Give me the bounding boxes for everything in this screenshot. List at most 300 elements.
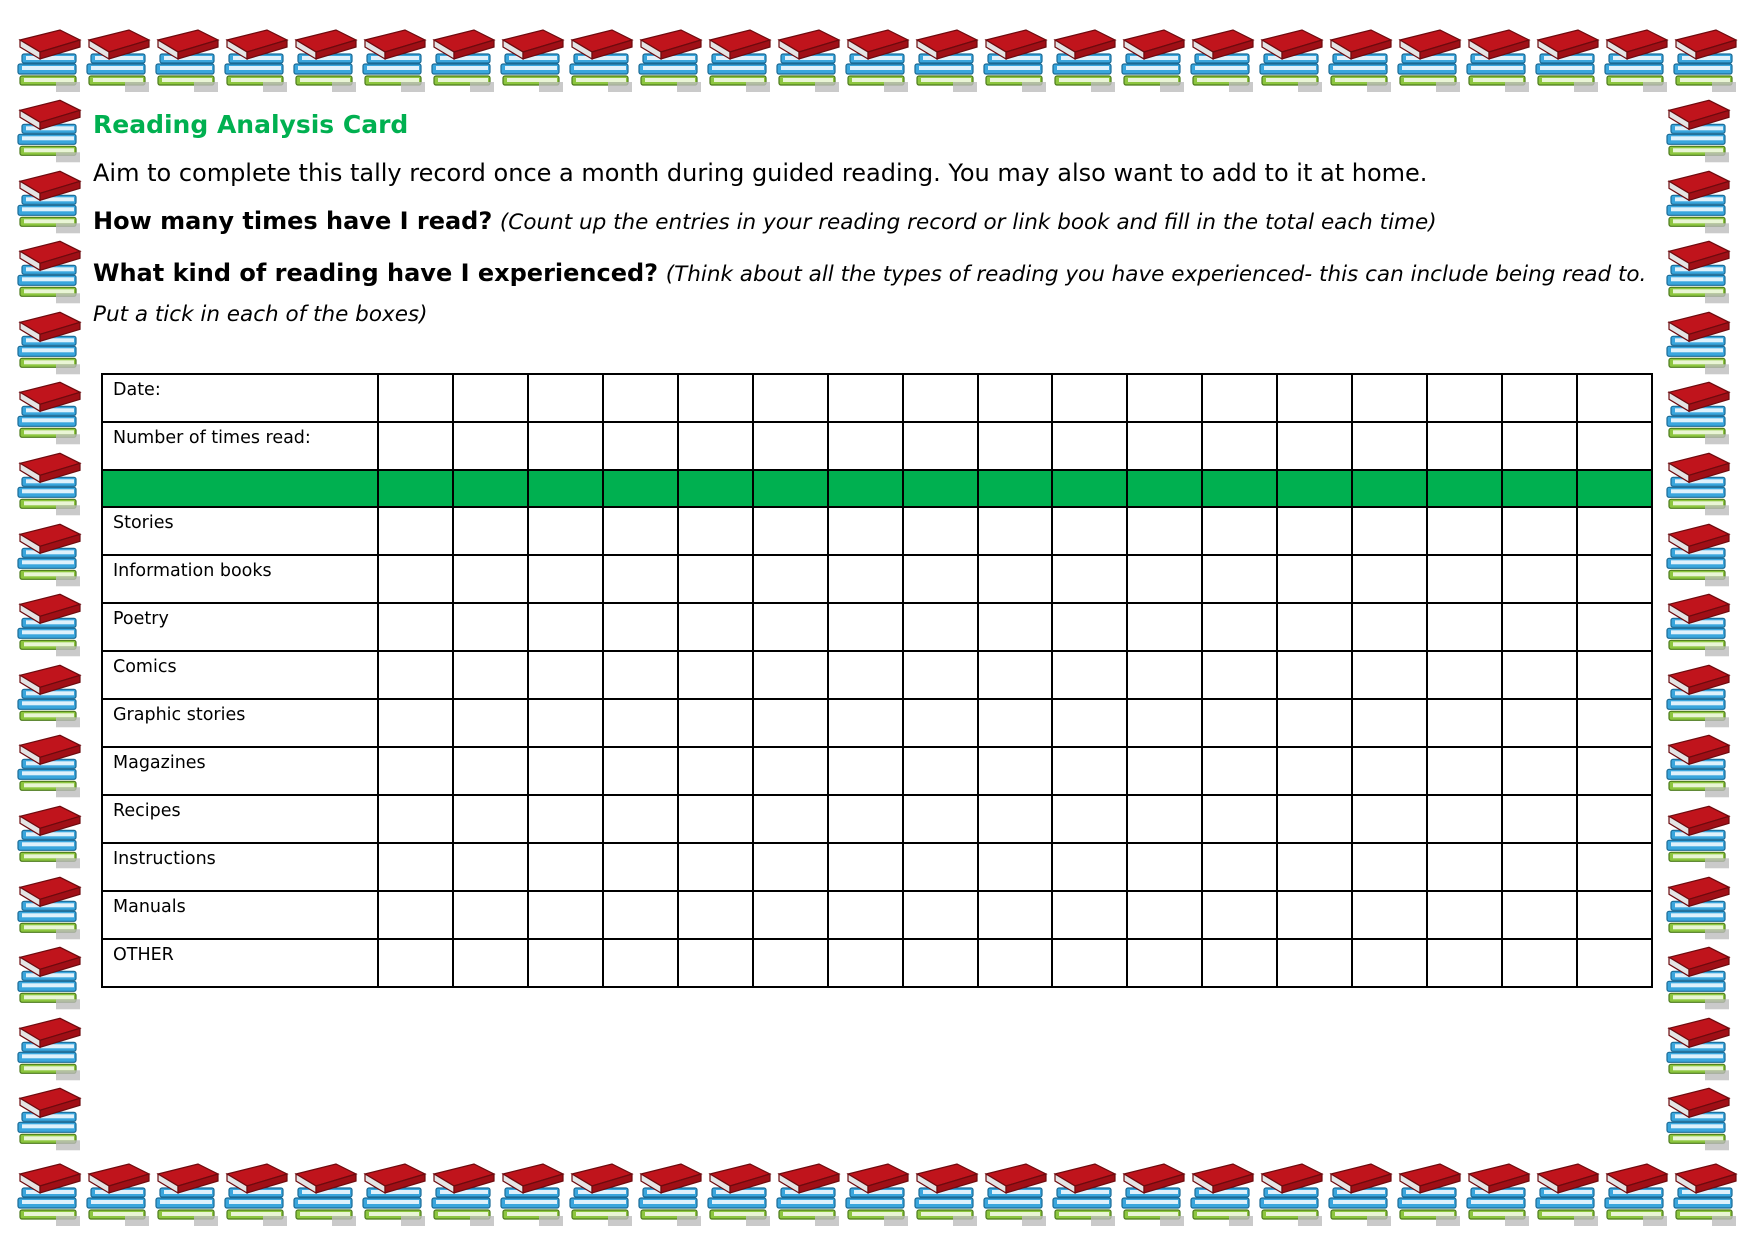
entry-cell[interactable]: [1502, 422, 1577, 470]
table-row: [102, 651, 1652, 699]
book-stack-icon: [16, 661, 85, 732]
book-stack-icon: [1665, 943, 1734, 1014]
entry-cell[interactable]: [1127, 374, 1202, 422]
entry-cell[interactable]: [1127, 603, 1202, 651]
row-label: Instructions: [102, 843, 378, 891]
book-stack-icon: [1665, 1084, 1734, 1155]
entry-cell[interactable]: [903, 507, 978, 555]
entry-cell[interactable]: [1202, 891, 1277, 939]
entry-cell[interactable]: [1277, 422, 1352, 470]
entry-cell[interactable]: [828, 507, 903, 555]
book-stack-icon: [361, 26, 430, 96]
entry-cell[interactable]: [1127, 747, 1202, 795]
entry-cell[interactable]: [1577, 422, 1652, 470]
entry-cell[interactable]: [528, 603, 603, 651]
row-label: Manuals: [102, 891, 378, 939]
book-stack-icon: [16, 943, 85, 1014]
book-stack-icon: [913, 1160, 982, 1230]
entry-cell[interactable]: [1202, 422, 1277, 470]
book-stack-icon: [844, 26, 913, 96]
entry-cell[interactable]: [978, 374, 1053, 422]
entry-cell[interactable]: [753, 374, 828, 422]
entry-cell[interactable]: [378, 699, 453, 747]
entry-cell[interactable]: [1052, 747, 1127, 795]
book-stack-icon: [913, 26, 982, 96]
entry-cell[interactable]: [1577, 555, 1652, 603]
entry-cell[interactable]: [1352, 603, 1427, 651]
entry-cell[interactable]: [1202, 603, 1277, 651]
entry-cell[interactable]: [828, 603, 903, 651]
row-label: Magazines: [102, 747, 378, 795]
entry-cell[interactable]: [978, 699, 1053, 747]
entry-cell[interactable]: [378, 939, 453, 987]
entry-cell[interactable]: [1352, 891, 1427, 939]
entry-cell[interactable]: [1577, 843, 1652, 891]
book-stack-icon: [1189, 26, 1258, 96]
book-stack-icon: [16, 1014, 85, 1085]
entry-cell[interactable]: [453, 843, 528, 891]
book-stack-icon: [499, 1160, 568, 1230]
entry-cell[interactable]: [1577, 603, 1652, 651]
entry-cell[interactable]: [378, 747, 453, 795]
divider-cell: [978, 470, 1053, 507]
entry-cell[interactable]: [528, 939, 603, 987]
entry-cell[interactable]: [828, 747, 903, 795]
entry-cell[interactable]: [1352, 374, 1427, 422]
entry-cell[interactable]: [1127, 555, 1202, 603]
table-row: [102, 843, 1652, 891]
entry-cell[interactable]: [1127, 422, 1202, 470]
table-row: [102, 470, 1652, 507]
entry-cell[interactable]: [528, 699, 603, 747]
entry-cell[interactable]: [603, 843, 678, 891]
intro-text: Aim to complete this tally record once a month during guided reading. You may also want to add to it at home.: [93, 159, 1428, 187]
book-stack-icon: [1120, 26, 1189, 96]
book-stack-icon: [430, 1160, 499, 1230]
entry-cell[interactable]: [1202, 699, 1277, 747]
book-stack-icon: [16, 167, 85, 238]
top-border: [16, 26, 1741, 96]
entry-cell[interactable]: [678, 422, 753, 470]
book-stack-icon: [1672, 26, 1741, 96]
entry-cell[interactable]: [978, 939, 1053, 987]
entry-cell[interactable]: [1127, 651, 1202, 699]
entry-cell[interactable]: [1052, 939, 1127, 987]
divider-cell: [453, 470, 528, 507]
entry-cell[interactable]: [603, 891, 678, 939]
entry-cell[interactable]: [978, 891, 1053, 939]
entry-cell[interactable]: [528, 374, 603, 422]
entry-cell[interactable]: [828, 422, 903, 470]
entry-cell[interactable]: [378, 422, 453, 470]
entry-cell[interactable]: [1577, 651, 1652, 699]
tally-table: [101, 373, 1653, 988]
book-stack-icon: [16, 1160, 85, 1230]
entry-cell[interactable]: [1277, 651, 1352, 699]
entry-cell[interactable]: [1352, 939, 1427, 987]
entry-cell[interactable]: [603, 603, 678, 651]
entry-cell[interactable]: [453, 795, 528, 843]
entry-cell[interactable]: [378, 603, 453, 651]
entry-cell[interactable]: [528, 795, 603, 843]
entry-cell[interactable]: [828, 843, 903, 891]
book-stack-icon: [1665, 1014, 1734, 1085]
bottom-border: [16, 1160, 1741, 1230]
entry-cell[interactable]: [1202, 747, 1277, 795]
question-reading-kind-hint: (Think about all the types of reading you have experienced- this can include being read to. Put a tick in each of the boxes): [93, 262, 1647, 327]
row-label: Stories: [102, 507, 378, 555]
entry-cell[interactable]: [1427, 843, 1502, 891]
book-stack-icon: [1665, 167, 1734, 238]
entry-cell[interactable]: [528, 507, 603, 555]
entry-cell[interactable]: [678, 795, 753, 843]
entry-cell[interactable]: [603, 939, 678, 987]
book-stack-icon: [775, 1160, 844, 1230]
row-label: Date:: [102, 374, 378, 422]
book-stack-icon: [844, 1160, 913, 1230]
entry-cell[interactable]: [1202, 374, 1277, 422]
entry-cell[interactable]: [1427, 374, 1502, 422]
entry-cell[interactable]: [378, 891, 453, 939]
book-stack-icon: [982, 1160, 1051, 1230]
entry-cell[interactable]: [978, 603, 1053, 651]
entry-cell[interactable]: [1277, 603, 1352, 651]
entry-cell[interactable]: [1352, 422, 1427, 470]
entry-cell[interactable]: [753, 699, 828, 747]
entry-cell[interactable]: [753, 422, 828, 470]
entry-cell[interactable]: [678, 555, 753, 603]
entry-cell[interactable]: [678, 891, 753, 939]
entry-cell[interactable]: [903, 374, 978, 422]
book-stack-icon: [16, 873, 85, 944]
entry-cell[interactable]: [528, 422, 603, 470]
entry-cell[interactable]: [1127, 939, 1202, 987]
entry-cell[interactable]: [1202, 795, 1277, 843]
entry-cell[interactable]: [603, 651, 678, 699]
divider-cell: [828, 470, 903, 507]
entry-cell[interactable]: [1502, 699, 1577, 747]
divider-cell: [1352, 470, 1427, 507]
entry-cell[interactable]: [1502, 374, 1577, 422]
entry-cell[interactable]: [1052, 651, 1127, 699]
table-row: [102, 507, 1652, 555]
page-title: Reading Analysis Card: [93, 110, 409, 139]
entry-cell[interactable]: [828, 699, 903, 747]
book-stack-icon: [1258, 26, 1327, 96]
divider-cell: [753, 470, 828, 507]
entry-cell[interactable]: [753, 795, 828, 843]
book-stack-icon: [430, 26, 499, 96]
entry-cell[interactable]: [603, 422, 678, 470]
divider-cell: [1577, 470, 1652, 507]
entry-cell[interactable]: [678, 374, 753, 422]
entry-cell[interactable]: [1052, 795, 1127, 843]
entry-cell[interactable]: [1277, 555, 1352, 603]
entry-cell[interactable]: [903, 843, 978, 891]
book-stack-icon: [1051, 26, 1120, 96]
entry-cell[interactable]: [828, 555, 903, 603]
entry-cell[interactable]: [453, 555, 528, 603]
entry-cell[interactable]: [903, 891, 978, 939]
entry-cell[interactable]: [978, 843, 1053, 891]
book-stack-icon: [1327, 1160, 1396, 1230]
entry-cell[interactable]: [678, 651, 753, 699]
entry-cell[interactable]: [1352, 507, 1427, 555]
entry-cell[interactable]: [678, 507, 753, 555]
entry-cell[interactable]: [903, 422, 978, 470]
entry-cell[interactable]: [378, 795, 453, 843]
entry-cell[interactable]: [903, 603, 978, 651]
entry-cell[interactable]: [903, 651, 978, 699]
entry-cell[interactable]: [978, 507, 1053, 555]
entry-cell[interactable]: [1052, 603, 1127, 651]
entry-cell[interactable]: [603, 555, 678, 603]
entry-cell[interactable]: [1127, 795, 1202, 843]
entry-cell[interactable]: [1427, 422, 1502, 470]
book-stack-icon: [1534, 26, 1603, 96]
right-border: [1665, 96, 1734, 1155]
table-row: [102, 939, 1652, 987]
entry-cell[interactable]: [1052, 422, 1127, 470]
entry-cell[interactable]: [603, 747, 678, 795]
entry-cell[interactable]: [1277, 699, 1352, 747]
entry-cell[interactable]: [753, 843, 828, 891]
row-label: [102, 470, 378, 507]
entry-cell[interactable]: [603, 795, 678, 843]
book-stack-icon: [16, 802, 85, 873]
entry-cell[interactable]: [978, 422, 1053, 470]
book-stack-icon: [361, 1160, 430, 1230]
book-stack-icon: [1665, 308, 1734, 379]
entry-cell[interactable]: [678, 603, 753, 651]
entry-cell[interactable]: [1502, 603, 1577, 651]
entry-cell[interactable]: [1352, 747, 1427, 795]
entry-cell[interactable]: [1577, 374, 1652, 422]
divider-cell: [1202, 470, 1277, 507]
entry-cell[interactable]: [978, 747, 1053, 795]
entry-cell[interactable]: [1352, 843, 1427, 891]
entry-cell[interactable]: [378, 843, 453, 891]
entry-cell[interactable]: [453, 651, 528, 699]
row-label: Number of times read:: [102, 422, 378, 470]
book-stack-icon: [85, 1160, 154, 1230]
book-stack-icon: [1189, 1160, 1258, 1230]
book-stack-icon: [775, 26, 844, 96]
entry-cell[interactable]: [1052, 507, 1127, 555]
question-times-read-hint: (Count up the entries in your reading record or link book and fill in the total each time): [499, 210, 1437, 235]
entry-cell[interactable]: [453, 699, 528, 747]
book-stack-icon: [292, 26, 361, 96]
entry-cell[interactable]: [828, 795, 903, 843]
entry-cell[interactable]: [1427, 651, 1502, 699]
table-row: [102, 891, 1652, 939]
entry-cell[interactable]: [1277, 507, 1352, 555]
entry-cell[interactable]: [1502, 747, 1577, 795]
book-stack-icon: [1665, 731, 1734, 802]
entry-cell[interactable]: [1127, 699, 1202, 747]
entry-cell[interactable]: [828, 939, 903, 987]
entry-cell[interactable]: [603, 507, 678, 555]
book-stack-icon: [1665, 590, 1734, 661]
entry-cell[interactable]: [453, 891, 528, 939]
entry-cell[interactable]: [1052, 555, 1127, 603]
table-row: [102, 603, 1652, 651]
book-stack-icon: [637, 1160, 706, 1230]
book-stack-icon: [16, 96, 85, 167]
entry-cell[interactable]: [903, 939, 978, 987]
entry-cell[interactable]: [1502, 555, 1577, 603]
entry-cell[interactable]: [528, 747, 603, 795]
book-stack-icon: [16, 590, 85, 661]
entry-cell[interactable]: [753, 555, 828, 603]
entry-cell[interactable]: [1202, 843, 1277, 891]
row-label: Graphic stories: [102, 699, 378, 747]
entry-cell[interactable]: [1052, 891, 1127, 939]
entry-cell[interactable]: [753, 651, 828, 699]
book-stack-icon: [1665, 449, 1734, 520]
book-stack-icon: [1665, 378, 1734, 449]
entry-cell[interactable]: [1052, 699, 1127, 747]
book-stack-icon: [1327, 26, 1396, 96]
entry-cell[interactable]: [1277, 747, 1352, 795]
entry-cell[interactable]: [1427, 555, 1502, 603]
entry-cell[interactable]: [1502, 651, 1577, 699]
entry-cell[interactable]: [1427, 891, 1502, 939]
book-stack-icon: [16, 520, 85, 591]
entry-cell[interactable]: [378, 651, 453, 699]
entry-cell[interactable]: [1352, 795, 1427, 843]
entry-cell[interactable]: [1202, 555, 1277, 603]
entry-cell[interactable]: [453, 939, 528, 987]
entry-cell[interactable]: [378, 374, 453, 422]
entry-cell[interactable]: [753, 747, 828, 795]
entry-cell[interactable]: [528, 891, 603, 939]
entry-cell[interactable]: [828, 891, 903, 939]
entry-cell[interactable]: [1052, 374, 1127, 422]
entry-cell[interactable]: [453, 507, 528, 555]
entry-cell[interactable]: [1427, 507, 1502, 555]
entry-cell[interactable]: [978, 555, 1053, 603]
entry-cell[interactable]: [1577, 795, 1652, 843]
entry-cell[interactable]: [1427, 747, 1502, 795]
entry-cell[interactable]: [453, 603, 528, 651]
book-stack-icon: [292, 1160, 361, 1230]
entry-cell[interactable]: [903, 699, 978, 747]
entry-cell[interactable]: [1427, 795, 1502, 843]
entry-cell[interactable]: [1202, 651, 1277, 699]
entry-cell[interactable]: [528, 555, 603, 603]
entry-cell[interactable]: [1127, 507, 1202, 555]
divider-cell: [1052, 470, 1127, 507]
entry-cell[interactable]: [903, 747, 978, 795]
book-stack-icon: [1665, 661, 1734, 732]
entry-cell[interactable]: [1577, 891, 1652, 939]
entry-cell[interactable]: [1127, 891, 1202, 939]
entry-cell[interactable]: [528, 651, 603, 699]
book-stack-icon: [154, 1160, 223, 1230]
entry-cell[interactable]: [828, 651, 903, 699]
entry-cell[interactable]: [678, 699, 753, 747]
entry-cell[interactable]: [1052, 843, 1127, 891]
entry-cell[interactable]: [1352, 651, 1427, 699]
divider-cell: [1502, 470, 1577, 507]
entry-cell[interactable]: [678, 843, 753, 891]
entry-cell[interactable]: [1202, 507, 1277, 555]
entry-cell[interactable]: [1502, 795, 1577, 843]
entry-cell[interactable]: [1277, 843, 1352, 891]
entry-cell[interactable]: [1577, 507, 1652, 555]
book-stack-icon: [1603, 26, 1672, 96]
divider-cell: [378, 470, 453, 507]
entry-cell[interactable]: [378, 555, 453, 603]
card-header: [93, 108, 1653, 334]
entry-cell[interactable]: [1202, 939, 1277, 987]
entry-cell[interactable]: [753, 507, 828, 555]
entry-cell[interactable]: [828, 374, 903, 422]
table-row: [102, 747, 1652, 795]
book-stack-icon: [1665, 802, 1734, 873]
book-stack-icon: [637, 26, 706, 96]
entry-cell[interactable]: [603, 699, 678, 747]
entry-cell[interactable]: [378, 507, 453, 555]
entry-cell[interactable]: [528, 843, 603, 891]
entry-cell[interactable]: [1502, 507, 1577, 555]
entry-cell[interactable]: [1577, 747, 1652, 795]
entry-cell[interactable]: [1502, 939, 1577, 987]
entry-cell[interactable]: [453, 747, 528, 795]
entry-cell[interactable]: [678, 747, 753, 795]
book-stack-icon: [982, 26, 1051, 96]
entry-cell[interactable]: [1427, 939, 1502, 987]
entry-cell[interactable]: [1502, 891, 1577, 939]
entry-cell[interactable]: [1427, 699, 1502, 747]
entry-cell[interactable]: [603, 374, 678, 422]
book-stack-icon: [1665, 520, 1734, 591]
entry-cell[interactable]: [1577, 699, 1652, 747]
book-stack-icon: [223, 1160, 292, 1230]
entry-cell[interactable]: [1502, 843, 1577, 891]
question-times-read-bold: How many times have I read?: [93, 207, 493, 235]
entry-cell[interactable]: [1277, 891, 1352, 939]
book-stack-icon: [1665, 237, 1734, 308]
book-stack-icon: [1258, 1160, 1327, 1230]
entry-cell[interactable]: [1352, 699, 1427, 747]
entry-cell[interactable]: [453, 374, 528, 422]
book-stack-icon: [1465, 26, 1534, 96]
entry-cell[interactable]: [753, 891, 828, 939]
question-reading-kind: [93, 254, 1653, 334]
entry-cell[interactable]: [978, 795, 1053, 843]
book-stack-icon: [16, 731, 85, 802]
entry-cell[interactable]: [1277, 939, 1352, 987]
entry-cell[interactable]: [753, 939, 828, 987]
entry-cell[interactable]: [753, 603, 828, 651]
entry-cell[interactable]: [1277, 374, 1352, 422]
entry-cell[interactable]: [1352, 555, 1427, 603]
row-label: Information books: [102, 555, 378, 603]
book-stack-icon: [1120, 1160, 1189, 1230]
entry-cell[interactable]: [978, 651, 1053, 699]
entry-cell[interactable]: [678, 939, 753, 987]
question-times-read: [93, 202, 1653, 242]
entry-cell[interactable]: [903, 795, 978, 843]
entry-cell[interactable]: [1577, 939, 1652, 987]
entry-cell[interactable]: [1127, 843, 1202, 891]
entry-cell[interactable]: [903, 555, 978, 603]
entry-cell[interactable]: [1277, 795, 1352, 843]
entry-cell[interactable]: [1427, 603, 1502, 651]
entry-cell[interactable]: [453, 422, 528, 470]
